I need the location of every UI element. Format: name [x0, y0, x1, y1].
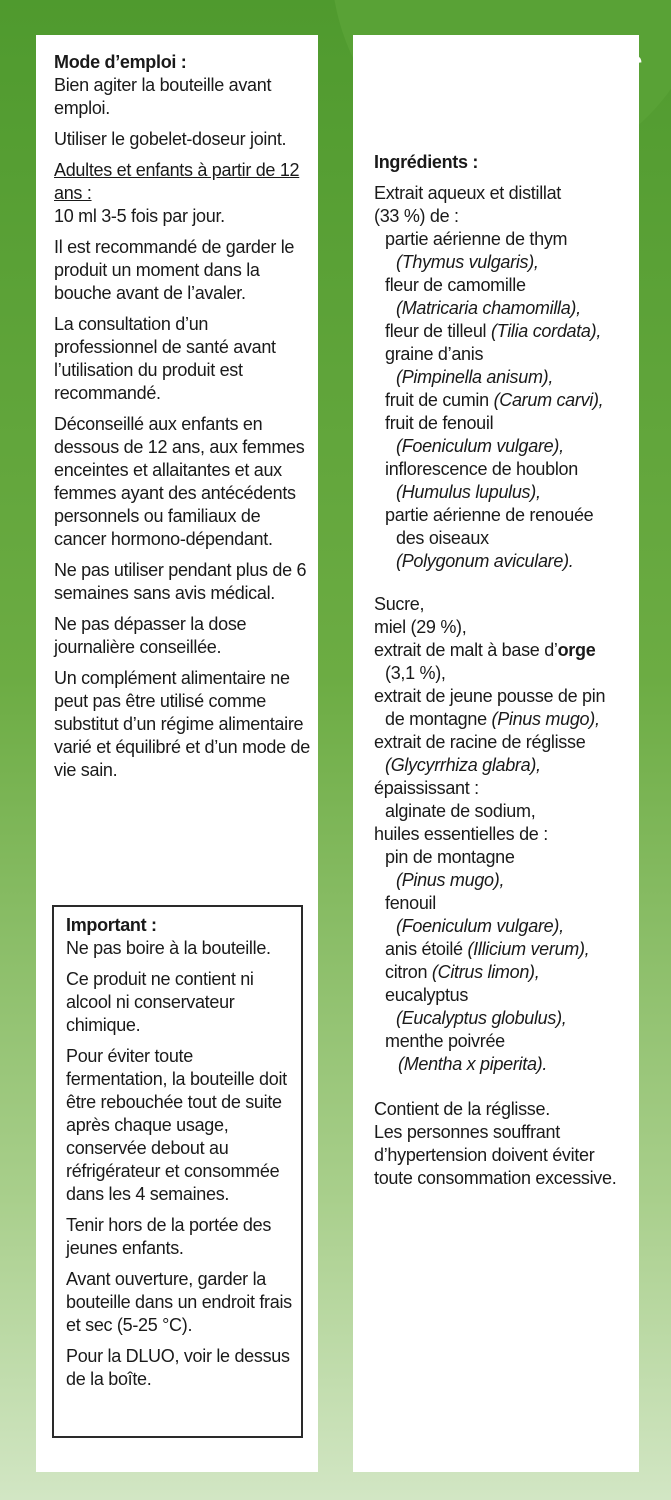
- ingredient-latin: (Humulus lupulus),: [396, 482, 541, 502]
- important-children: Tenir hors de la portée des jeunes enfants.: [66, 1215, 272, 1258]
- licorice-warning: Les personnes souffrant: [374, 1122, 560, 1142]
- important-dluo: Pour la DLUO, voir le dessus de la boîte.: [66, 1346, 290, 1389]
- important-no-alcohol: Ce produit ne contient ni alcool ni conservateur chimique.: [66, 969, 254, 1035]
- ingredients-panel: [353, 35, 639, 1472]
- instruction-dosing-cup: Utiliser le gobelet-doseur joint.: [54, 129, 287, 149]
- ingredient-latin: (Pimpinella anisum),: [396, 367, 554, 387]
- licorice-warning: Contient de la réglisse.: [374, 1099, 550, 1119]
- ingredient-line: extrait de racine de réglisse: [374, 732, 586, 752]
- ingredient-line: fleur de tilleul (Tilia cordata),: [385, 321, 602, 341]
- dosage: 10 ml 3-5 fois par jour.: [54, 206, 225, 226]
- ingredient-line: inflorescence de houblon: [385, 459, 578, 479]
- ingredient-line: extrait de malt à base d’orge: [374, 640, 596, 660]
- ingredient-line: fruit de cumin (Carum carvi),: [385, 390, 604, 410]
- ingredient-line: pin de montagne: [385, 847, 515, 867]
- ingredient-line: eucalyptus: [385, 985, 469, 1005]
- important-title: Important :: [66, 915, 157, 935]
- ingredient-line: partie aérienne de renouée: [385, 505, 594, 525]
- ingredient-line: huiles essentielles de :: [374, 824, 548, 844]
- ingredients-title: Ingrédients :: [374, 152, 479, 172]
- ingredient-line: fleur de camomille: [385, 275, 526, 295]
- dosage-label: Adultes et enfants à partir de 12 ans :: [54, 160, 300, 203]
- ingredient-line: alginate de sodium,: [385, 801, 536, 821]
- instruction-hold-mouth: Il est recommandé de garder le produit un moment dans la bouche avant de l’avaler.: [54, 237, 295, 303]
- ingredient-line: extrait de jeune pousse de pin: [374, 686, 606, 706]
- ingredient-latin: (Foeniculum vulgare),: [396, 916, 564, 936]
- ingredients-list: [374, 151, 636, 1190]
- ingredient-line: des oiseaux: [396, 528, 489, 548]
- ingredient-latin: (Thymus vulgaris),: [396, 252, 539, 272]
- ingredient-line: de montagne (Pinus mugo),: [385, 709, 600, 729]
- warning-dose: Ne pas dépasser la dose journalière conseillée.: [54, 614, 247, 657]
- ingredient-latin: (Mentha x piperita).: [398, 1054, 548, 1074]
- ingredient-line: (33 %) de :: [374, 206, 459, 226]
- mode-emploi-title: Mode d’emploi :: [54, 52, 187, 72]
- ingredient-latin: (Pinus mugo),: [396, 870, 505, 890]
- ingredient-line: menthe poivrée: [385, 1031, 505, 1051]
- licorice-warning: d’hypertension doivent éviter: [374, 1145, 595, 1165]
- important-storage: Pour éviter toute fermentation, la bouteille doit être rebouchée tout de suite après chaque usage, conservée debout au réfrigérateur et consommée dans les 4 semaines.: [66, 1046, 287, 1204]
- ingredient-latin: (Matricaria chamomilla),: [396, 298, 581, 318]
- ingredient-latin: (Polygonum aviculare).: [396, 551, 574, 571]
- ingredient-line: graine d’anis: [385, 344, 484, 364]
- ingredient-line: citron (Citrus limon),: [385, 962, 540, 982]
- important-no-bottle: Ne pas boire à la bouteille.: [66, 938, 271, 958]
- instructions-panel: [36, 35, 318, 1472]
- ingredient-line: anis étoilé (Illicium verum),: [385, 939, 590, 959]
- ingredient-line: (3,1 %),: [385, 663, 446, 683]
- ingredient-latin: (Eucalyptus globulus),: [396, 1008, 567, 1028]
- ingredient-line: partie aérienne de thym: [385, 229, 568, 249]
- ingredient-line: Sucre,: [374, 594, 425, 614]
- instruction-shake: Bien agiter la bouteille avant emploi.: [54, 75, 272, 118]
- important-before-opening: Avant ouverture, garder la bouteille dans un endroit frais et sec (5-25 °C).: [66, 1269, 292, 1335]
- ingredient-latin: (Foeniculum vulgare),: [396, 436, 564, 456]
- ingredient-latin: (Glycyrrhiza glabra),: [385, 755, 541, 775]
- instruction-consult: La consultation d’un professionnel de santé avant l’utilisation du produit est recommandé.: [54, 314, 276, 403]
- ingredient-line: Extrait aqueux et distillat: [374, 183, 561, 203]
- ingredient-line: épaississant :: [374, 778, 479, 798]
- warning-supplement: Un complément alimentaire ne peut pas être utilisé comme substitut d’un régime alimentaire varié et équilibré et d’un mode de vie sain.: [54, 668, 310, 780]
- licorice-warning: toute consommation excessive.: [374, 1168, 617, 1188]
- ingredient-line: fenouil: [385, 893, 436, 913]
- warning-contraindications: Déconseillé aux enfants en dessous de 12 ans, aux femmes enceintes et allaitantes et aux femmes ayant des antécédents personnels ou familiaux de cancer hormono-dépendant.: [54, 414, 305, 549]
- warning-duration: Ne pas utiliser pendant plus de 6 semaines sans avis médical.: [54, 560, 307, 603]
- ingredient-line: fruit de fenouil: [385, 413, 494, 433]
- important-box: [52, 905, 303, 1438]
- ingredient-line: miel (29 %),: [374, 617, 467, 637]
